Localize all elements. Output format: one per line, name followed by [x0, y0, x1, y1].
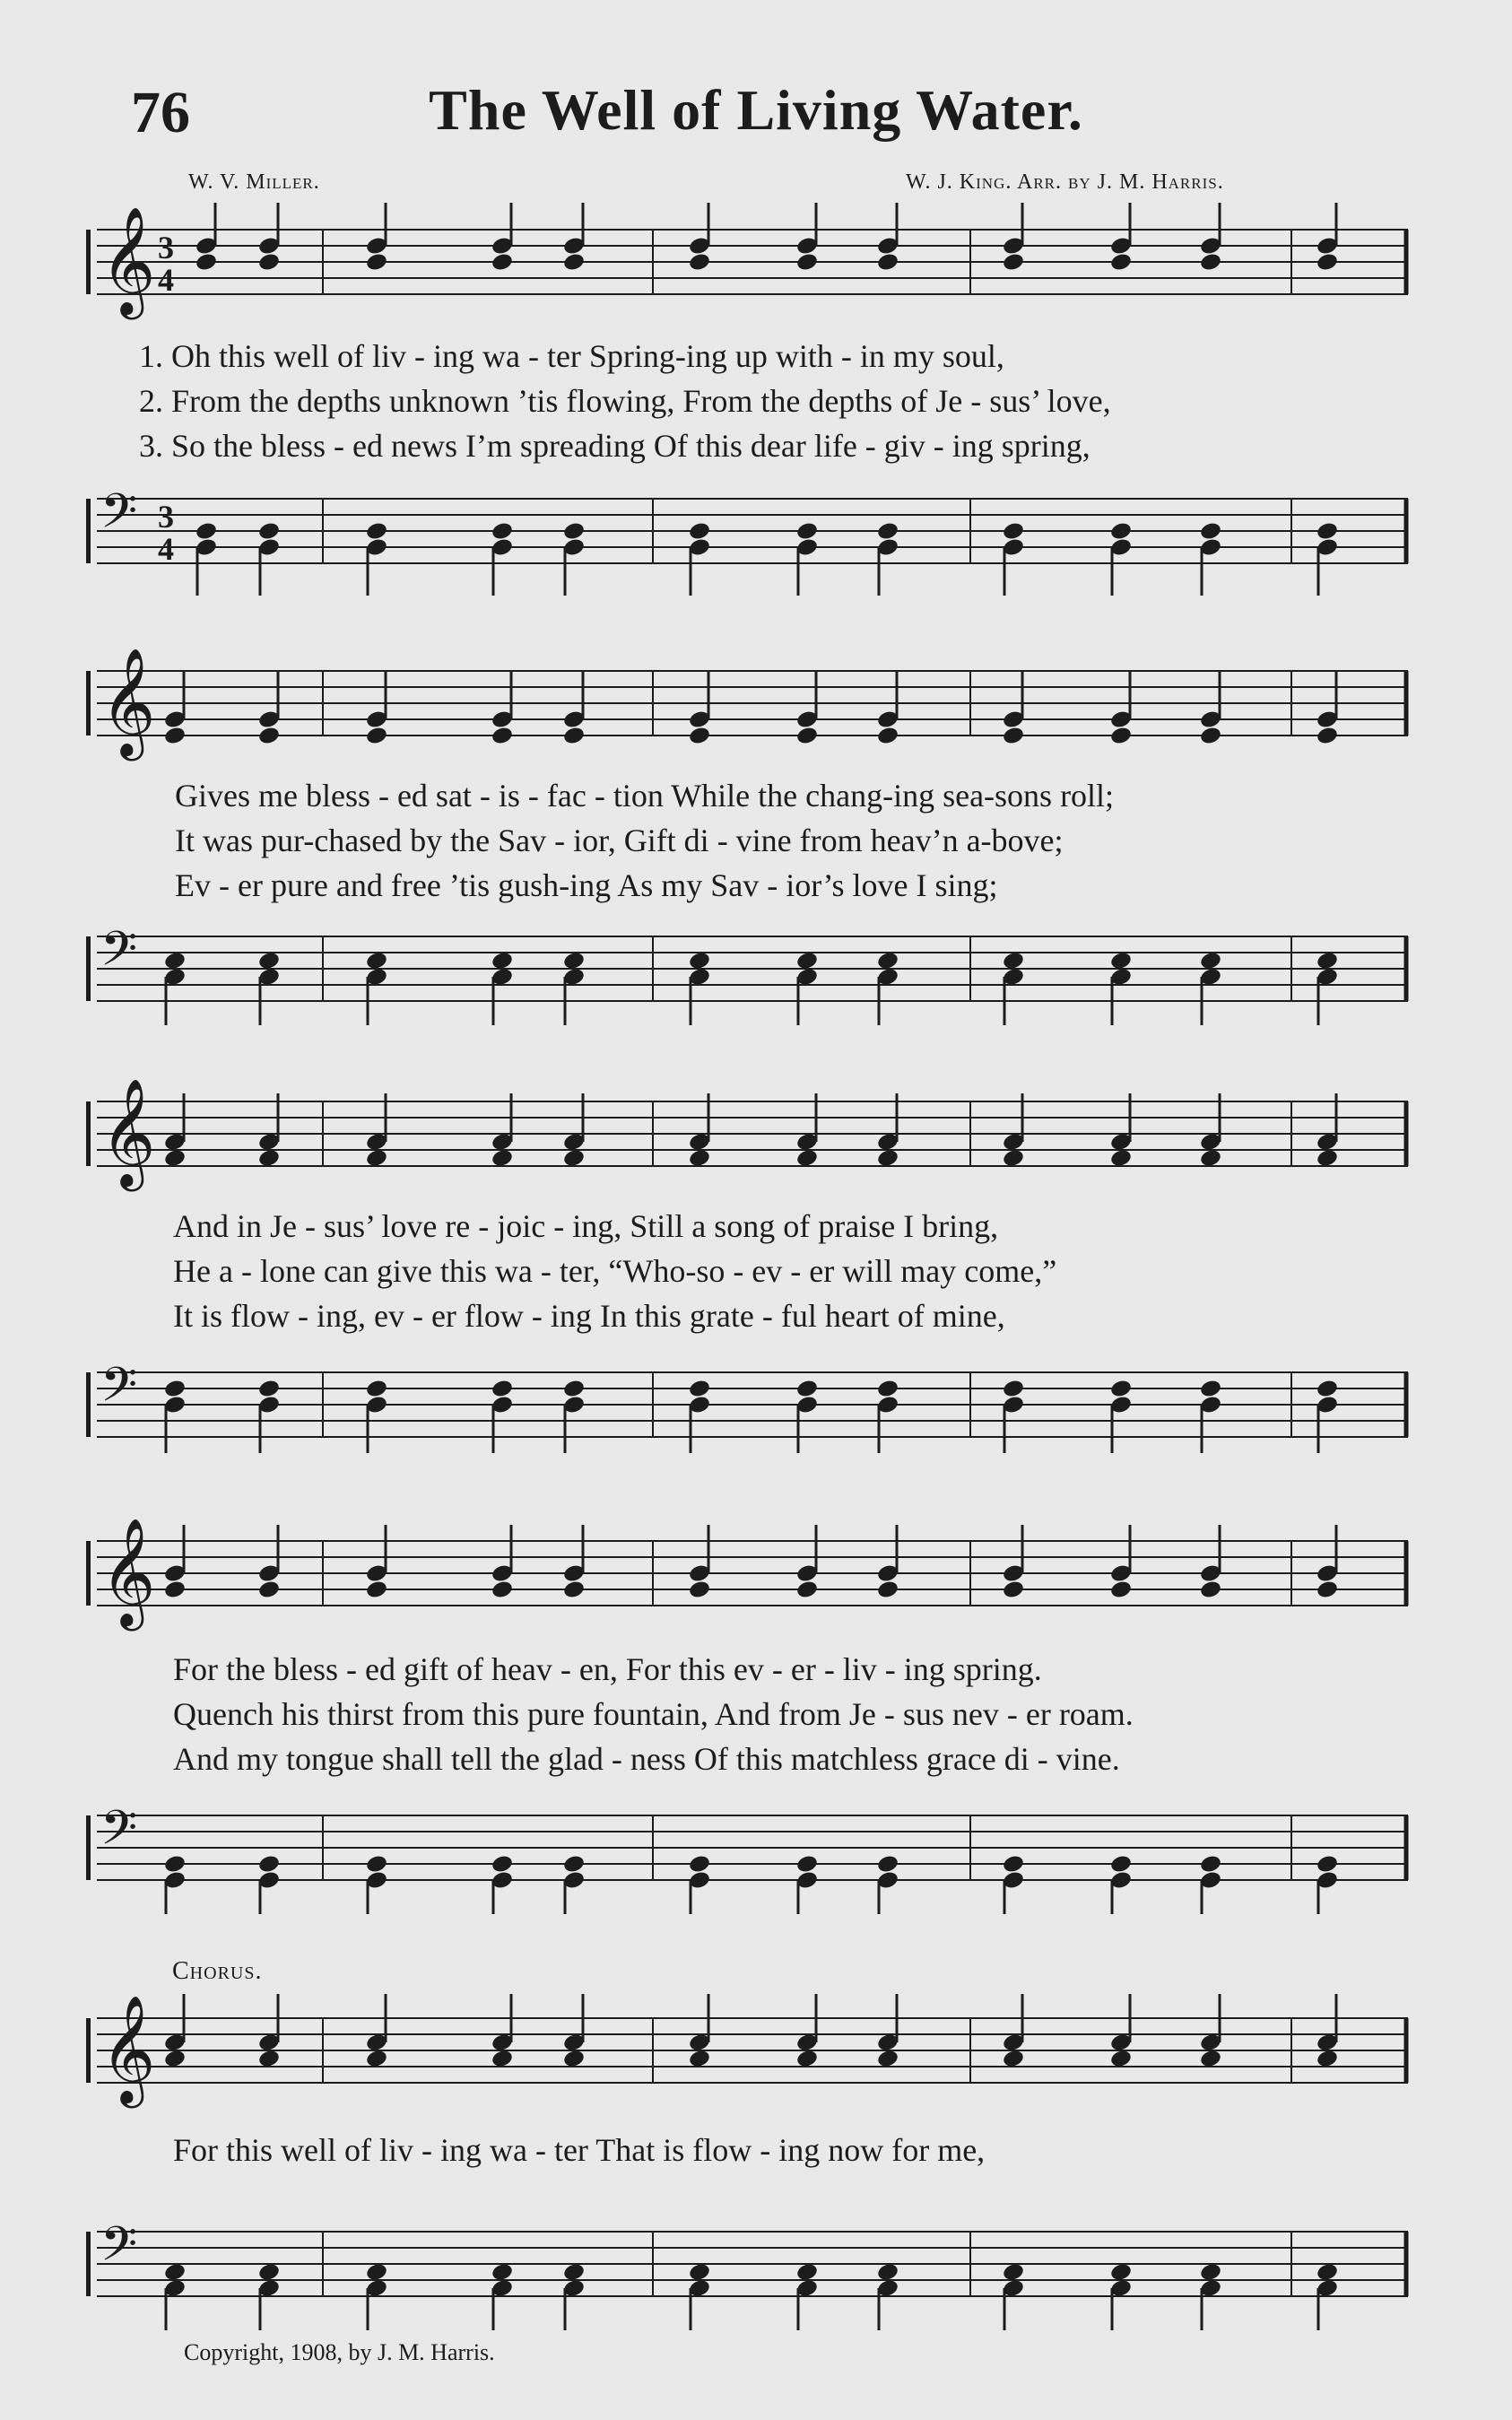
time-signature: 3 — [158, 499, 174, 535]
note-head — [1199, 951, 1222, 971]
note-head — [562, 252, 586, 273]
note-head — [257, 521, 281, 542]
treble-clef-icon: 𝄞 — [100, 205, 156, 315]
note-head — [1199, 252, 1222, 273]
hymn-number: 76 — [131, 80, 190, 145]
note-head — [257, 1580, 281, 1600]
lyric-line: It was pur-chased by the Sav - ior, Gift di - vine from heav’n a-bove; — [175, 823, 1064, 858]
bass-clef-icon: 𝄢 — [100, 484, 138, 551]
lyric-line: Ev - er pure and free ’tis gush-ing As my Sav - ior’s love I sing; — [175, 867, 998, 903]
note-head — [491, 2262, 514, 2283]
note-head — [1199, 2262, 1222, 2283]
note-head — [1002, 2262, 1025, 2283]
note-head — [1199, 1854, 1222, 1875]
note-head — [1199, 1580, 1222, 1600]
note-head — [688, 252, 711, 273]
note-head — [688, 1854, 711, 1875]
note-head — [795, 521, 819, 542]
note-head — [688, 951, 711, 971]
note-head — [491, 1854, 514, 1875]
note-head — [1199, 726, 1222, 746]
treble-staff — [0, 203, 1512, 328]
note-head — [491, 1148, 514, 1169]
note-head — [365, 726, 388, 746]
lyric-line: 2. From the depths unknown ’tis flowing, From the depths of Je - sus’ love, — [139, 383, 1111, 419]
note-head — [1002, 1379, 1025, 1399]
note-head — [876, 1379, 899, 1399]
chorus-lyric-line: For this well of liv - ing wa - ter That is flow - ing now for me, — [173, 2132, 986, 2168]
note-head — [1109, 521, 1133, 542]
note-head — [795, 951, 819, 971]
note-head — [257, 2049, 281, 2069]
note-head — [688, 2262, 711, 2283]
note-head — [163, 2049, 187, 2069]
note-head — [1002, 1580, 1025, 1600]
system-bracket — [86, 2018, 91, 2083]
note-head — [562, 1580, 586, 1600]
note-head — [365, 1854, 388, 1875]
note-head — [1316, 1148, 1339, 1169]
note-head — [688, 521, 711, 542]
note-head — [1316, 726, 1339, 746]
note-head — [876, 951, 899, 971]
note-head — [562, 2262, 586, 2283]
system-bracket — [86, 230, 91, 294]
note-head — [257, 1854, 281, 1875]
note-head — [1316, 252, 1339, 273]
note-head — [257, 951, 281, 971]
note-head — [1002, 521, 1025, 542]
note-head — [163, 1148, 187, 1169]
note-head — [257, 1148, 281, 1169]
note-head — [876, 2049, 899, 2069]
note-head — [257, 252, 281, 273]
note-head — [1316, 2049, 1339, 2069]
note-head — [1109, 2049, 1133, 2069]
note-head — [1316, 521, 1339, 542]
bass-staff — [0, 2205, 1512, 2330]
time-signature: 4 — [158, 531, 174, 567]
note-head — [688, 1580, 711, 1600]
treble-clef-icon: 𝄞 — [100, 1994, 156, 2103]
note-head — [876, 1854, 899, 1875]
note-head — [1002, 1148, 1025, 1169]
bass-clef-icon: 𝄢 — [100, 1358, 138, 1424]
treble-staff — [0, 1514, 1512, 1640]
note-head — [562, 951, 586, 971]
bass-clef-icon: 𝄢 — [100, 2217, 138, 2284]
note-head — [562, 2049, 586, 2069]
treble-staff — [0, 644, 1512, 770]
note-head — [1316, 1580, 1339, 1600]
note-head — [491, 2049, 514, 2069]
note-head — [1109, 726, 1133, 746]
note-head — [688, 726, 711, 746]
note-head — [688, 2049, 711, 2069]
note-head — [1002, 951, 1025, 971]
note-head — [795, 2049, 819, 2069]
hymn-title: The Well of Living Water. — [429, 78, 1083, 142]
treble-clef-icon: 𝄞 — [100, 647, 156, 756]
lyric-line: 1. Oh this well of liv - ing wa - ter Spring-ing up with - in my soul, — [139, 338, 1004, 374]
lyric-line: It is flow - ing, ev - er flow - ing In this grate - ful heart of mine, — [173, 1298, 1005, 1334]
lyric-line: And in Je - sus’ love re - joic - ing, Still a song of praise I bring, — [173, 1208, 999, 1244]
bass-staff — [0, 1345, 1512, 1471]
time-signature: 4 — [158, 262, 174, 298]
note-head — [1109, 1580, 1133, 1600]
note-head — [491, 1580, 514, 1600]
note-head — [365, 1379, 388, 1399]
bass-clef-icon: 𝄢 — [100, 1801, 138, 1867]
note-head — [491, 521, 514, 542]
treble-staff — [0, 1991, 1512, 2117]
note-head — [365, 252, 388, 273]
note-head — [365, 951, 388, 971]
note-head — [163, 1379, 187, 1399]
composer-credit: W. J. King. Arr. by J. M. Harris. — [906, 170, 1224, 194]
note-head — [1109, 1148, 1133, 1169]
system-bracket — [86, 1815, 91, 1880]
note-head — [562, 726, 586, 746]
note-head — [1109, 1379, 1133, 1399]
bass-staff — [0, 472, 1512, 597]
note-head — [1316, 2262, 1339, 2283]
note-head — [163, 1854, 187, 1875]
copyright: Copyright, 1908, by J. M. Harris. — [184, 2339, 495, 2365]
note-head — [1199, 1148, 1222, 1169]
lyric-line: Quench his thirst from this pure fountain, And from Je - sus nev - er roam. — [173, 1696, 1134, 1732]
treble-staff — [0, 1075, 1512, 1200]
note-head — [876, 2262, 899, 2283]
system-bracket — [86, 1372, 91, 1437]
lyric-line: For the bless - ed gift of heav - en, For this ev - er - liv - ing spring. — [173, 1651, 1042, 1687]
lyric-line: 3. So the bless - ed news I’m spreading Of this dear life - giv - ing spring, — [139, 428, 1091, 464]
note-head — [195, 252, 218, 273]
note-head — [257, 2262, 281, 2283]
lyricist-credit: W. V. Miller. — [188, 170, 320, 194]
note-head — [1002, 726, 1025, 746]
note-head — [365, 2049, 388, 2069]
note-head — [163, 2262, 187, 2283]
note-head — [257, 726, 281, 746]
note-head — [1002, 1854, 1025, 1875]
note-head — [795, 252, 819, 273]
bass-clef-icon: 𝄢 — [100, 922, 138, 988]
note-head — [1199, 2049, 1222, 2069]
bass-staff — [0, 910, 1512, 1035]
note-head — [1199, 521, 1222, 542]
note-head — [1109, 2262, 1133, 2283]
note-head — [1002, 252, 1025, 273]
note-head — [365, 521, 388, 542]
note-head — [688, 1148, 711, 1169]
note-head — [491, 252, 514, 273]
chorus-label: Chorus. — [172, 1957, 263, 1985]
system-bracket — [86, 1101, 91, 1166]
lyric-line: Gives me bless - ed sat - is - fac - tion While the chang-ing sea-sons roll; — [175, 778, 1115, 814]
note-head — [562, 1148, 586, 1169]
note-head — [795, 1854, 819, 1875]
note-head — [795, 1379, 819, 1399]
system-bracket — [86, 2232, 91, 2296]
note-head — [365, 2262, 388, 2283]
note-head — [1316, 1854, 1339, 1875]
note-head — [365, 1580, 388, 1600]
note-head — [163, 726, 187, 746]
treble-clef-icon: 𝄞 — [100, 1077, 156, 1187]
system-bracket — [86, 1541, 91, 1606]
note-head — [1109, 1854, 1133, 1875]
system-bracket — [86, 936, 91, 1001]
note-head — [1109, 252, 1133, 273]
note-head — [1199, 1379, 1222, 1399]
note-head — [688, 1379, 711, 1399]
note-head — [876, 252, 899, 273]
note-head — [491, 951, 514, 971]
note-head — [491, 1379, 514, 1399]
note-head — [163, 951, 187, 971]
note-head — [562, 1854, 586, 1875]
note-head — [1316, 951, 1339, 971]
note-head — [1002, 2049, 1025, 2069]
note-head — [795, 1148, 819, 1169]
note-head — [876, 1580, 899, 1600]
treble-clef-icon: 𝄞 — [100, 1517, 156, 1626]
note-head — [876, 521, 899, 542]
lyric-line: And my tongue shall tell the glad - ness Of this matchless grace di - vine. — [173, 1741, 1120, 1777]
note-head — [876, 1148, 899, 1169]
time-signature: 3 — [158, 230, 174, 266]
note-head — [562, 1379, 586, 1399]
note-head — [876, 726, 899, 746]
note-head — [365, 1148, 388, 1169]
note-head — [795, 2262, 819, 2283]
system-bracket — [86, 499, 91, 563]
note-head — [163, 1580, 187, 1600]
note-head — [795, 726, 819, 746]
note-head — [1316, 1379, 1339, 1399]
note-head — [562, 521, 586, 542]
lyric-line: He a - lone can give this wa - ter, “Who-so - ev - er will may come,” — [173, 1253, 1057, 1289]
note-head — [491, 726, 514, 746]
note-head — [1109, 951, 1133, 971]
note-head — [257, 1379, 281, 1399]
note-head — [795, 1580, 819, 1600]
bass-staff — [0, 1789, 1512, 1914]
note-head — [195, 521, 218, 542]
system-bracket — [86, 671, 91, 736]
